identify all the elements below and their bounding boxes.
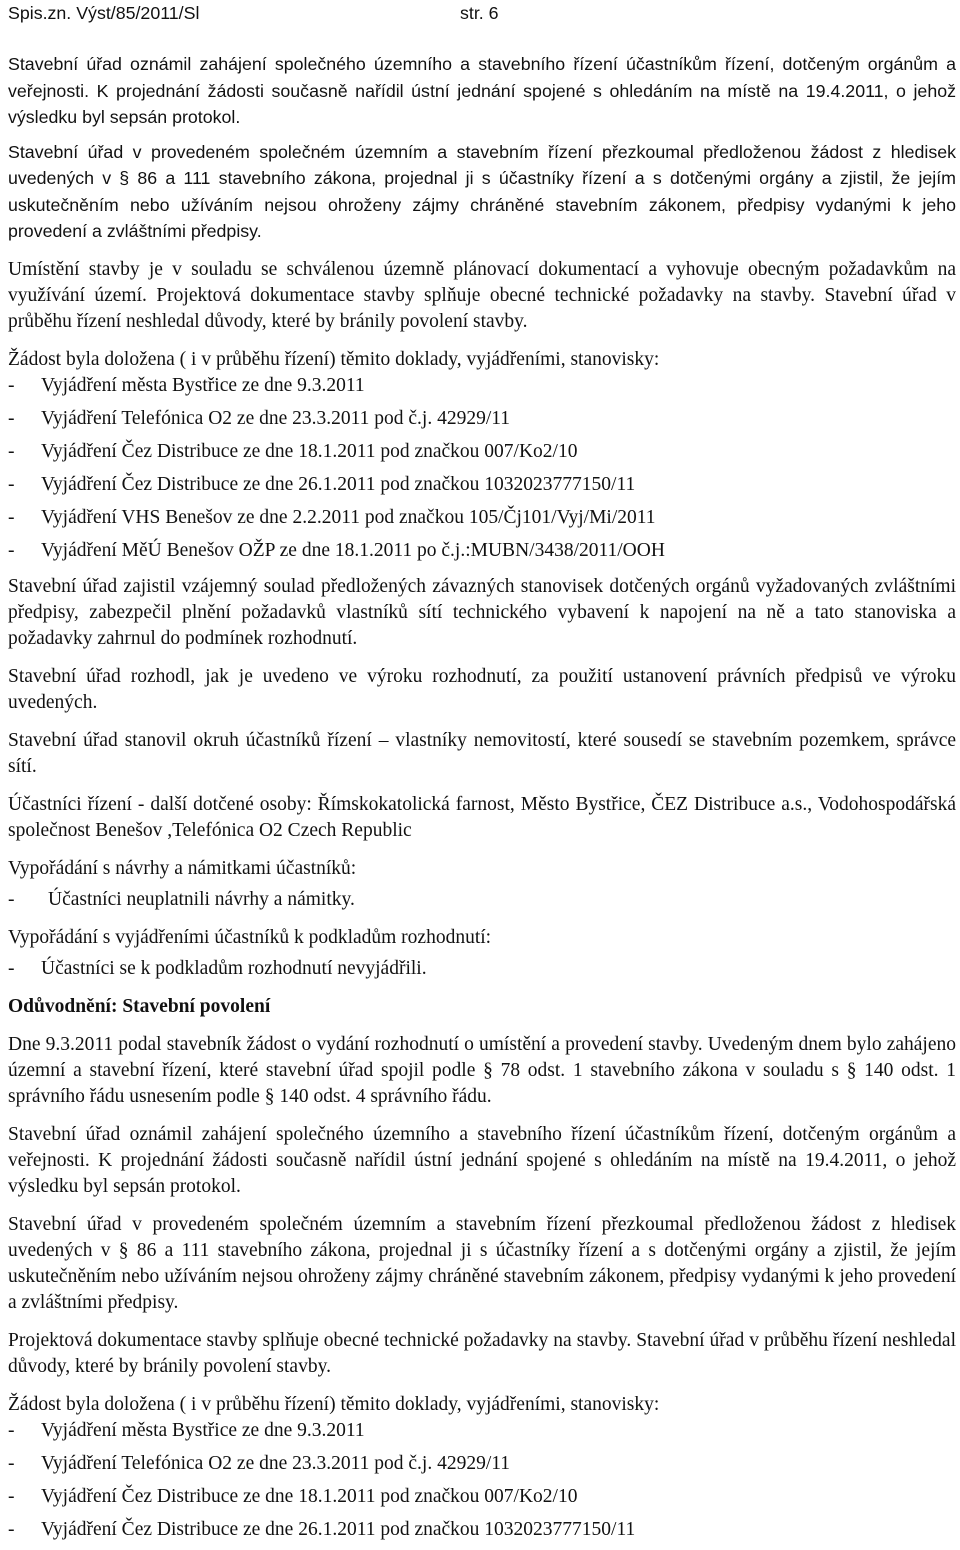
list-item: - Vyjádření Čez Distribuce ze dne 26.1.2011 pod značkou 103202377715​0/11 [8, 1518, 636, 1540]
list-item: - Vyjádření Čez Distribuce ze dne 18.1.2011 pod značkou 007/Ko2/10 [8, 1485, 578, 1507]
paragraph-participants-scope: Stavební úřad stanovil okruh účastníků řízení – vlastníky nemovitostí, které sousedí se stavebním pozemkem, správce sítí. [8, 729, 956, 777]
list-item: - Vyjádření MěÚ Benešov OŽP ze dne 18.1.2011 po č.j.:MUBN/3438/2011/OOH [8, 539, 665, 561]
list-item: - Vyjádření Telefónica O2 ze dne 23.3.2011 pod č.j. 42929/11 [8, 1452, 511, 1474]
file-reference: Spis.zn. Výst/85/2011/Sl [8, 3, 200, 23]
list-item: - Vyjádření VHS Benešov ze dne 2.2.2011 pod značkou 105/Čj101/Vyj/Mi/2011 [8, 506, 656, 528]
list-item: - Vyjádření města Bystřice ze dne 9.3.2011 [8, 1419, 365, 1441]
paragraph-participants: Účastníci řízení - další dotčené osoby: Římskokatolická farnost, Město Bystřice, ČEZ Distribuce a.s., Vodohospodářská společnost Benešov ,Telefónica O2 Czech Republic [8, 793, 956, 841]
paragraph-documentation: Projektová dokumentace stavby splňuje obecné technické požadavky na stavby. Stavební úřad v průběhu řízení neshledal důvody, které by bránily povolení stavby. [8, 1329, 956, 1377]
documents-list-2 [8, 1418, 956, 1550]
documents-list [8, 373, 956, 574]
paragraph-decision: Stavební úřad rozhodl, jak je uvedeno ve výroku rozhodnutí, za použití ustanovení právních předpisů ve výroku uvedených. [8, 665, 956, 713]
paragraph-review: Stavební úřad v provedeném společném územním a stavebním řízení přezkoumal předloženou žádost z hledisek uvedených v § 86 a 111 stavebního zákona, projednal ji s účastníky řízení a s dotčenými orgány a zjistil, že jejím uskutečněním nebo užíváním nejsou ohroženy zájmy chráněné stavebním zákonem, předpisy vydanými k jeho provedení a zvláštními předpisy. [8, 141, 956, 241]
list-item: - Vyjádření Telefónica O2 ze dne 23.3.2011 pod č.j. 42929/11 [8, 407, 511, 429]
paragraph-application: Dne 9.3.2011 podal stavebník žádost o vydání rozhodnutí o umístění a provedení stavby. Uvedeným dnem bylo zahájeno územní a stavební řízení, které stavební úřad spojil podle § 78 odst. 1 stavebního zákona v souladu s § 140 odst. 1 správního řádu usnesením podle § 140 odst. 4 správního řádu. [8, 1033, 956, 1107]
paragraph-announcement: Stavební úřad oznámil zahájení společného územního a stavebního řízení účastníkům řízení, dotčeným orgánům a veřejnosti. K projednání žádosti současně nařídil ústní jednání spojené s ohledáním na místě na 19.4.2011, o jehož výsledku byl sepsán protokol. [8, 54, 956, 127]
list-intro-2: Žádost byla doložena ( i v průběhu řízení) těmito doklady, vyjádřeními, stanovisky: [8, 1393, 660, 1415]
statements-item: - Účastníci se k podkladům rozhodnutí nevyjádřili. [8, 957, 427, 979]
document-body [8, 51, 956, 1550]
paragraph-review-2: Stavební úřad v provedeném společném územním a stavebním řízení přezkoumal předloženou žádost z hledisek uvedených v § 86 a 111 stavebního zákona, projednal ji s účastníky řízení a s dotčenými orgány a zjistil, že jejím uskutečněním nebo užíváním nejsou ohroženy zájmy chráněné stavebním zákonem, předpisy vydanými k jeho provedení a zvláštními předpisy. [8, 1213, 956, 1313]
list-item: - Vyjádření města Bystřice ze dne 9.3.2011 [8, 374, 365, 396]
list-intro: Žádost byla doložena ( i v průběhu řízení) těmito doklady, vyjádřeními, stanovisky: [8, 348, 660, 370]
list-item: - Vyjádření Čez Distribuce ze dne 26.1.2011 pod značkou 103202377715​0/11 [8, 473, 636, 495]
paragraph-coordination: Stavební úřad zajistil vzájemný soulad předložených závazných stanovisek dotčených orgánů vyžadovaných zvláštními předpisy, zabezpečil plnění požadavků vlastníků sítí technického vybavení k napojení na ně a tato stanoviska a požadavky zahrnul do podmínek rozhodnutí. [8, 575, 956, 649]
page-header [8, 0, 952, 26]
page-number: str. 6 [460, 3, 499, 23]
paragraph-announcement-2: Stavební úřad oznámil zahájení společného územního a stavebního řízení účastníkům řízení, dotčeným orgánům a veřejnosti. K projednání žádosti současně nařídil ústní jednání spojené s ohledáním na místě na 19.4.2011, o jehož výsledku byl sepsán protokol. [8, 1123, 956, 1197]
objections-item: - Účastníci neuplatnili návrhy a námitky. [8, 888, 355, 910]
statements-title: Vypořádání s vyjádřeními účastníků k podkladům rozhodnutí: [8, 926, 492, 948]
paragraph-zoning: Umístění stavby je v souladu se schválenou územně plánovací dokumentací a vyhovuje obecným požadavkům na využívání území. Projektová dokumentace stavby splňuje obecné technické požadavky na stavby. Stavební úřad v průběhu řízení neshledal důvody, které by bránily povolení stavby. [8, 258, 956, 332]
list-item: - Vyjádření Čez Distribuce ze dne 18.1.2011 pod značkou 007/Ko2/10 [8, 440, 578, 462]
objections-title: Vypořádání s návrhy a námitkami účastníků: [8, 857, 357, 879]
section-heading: Odůvodnění: Stavební povolení [8, 995, 271, 1017]
